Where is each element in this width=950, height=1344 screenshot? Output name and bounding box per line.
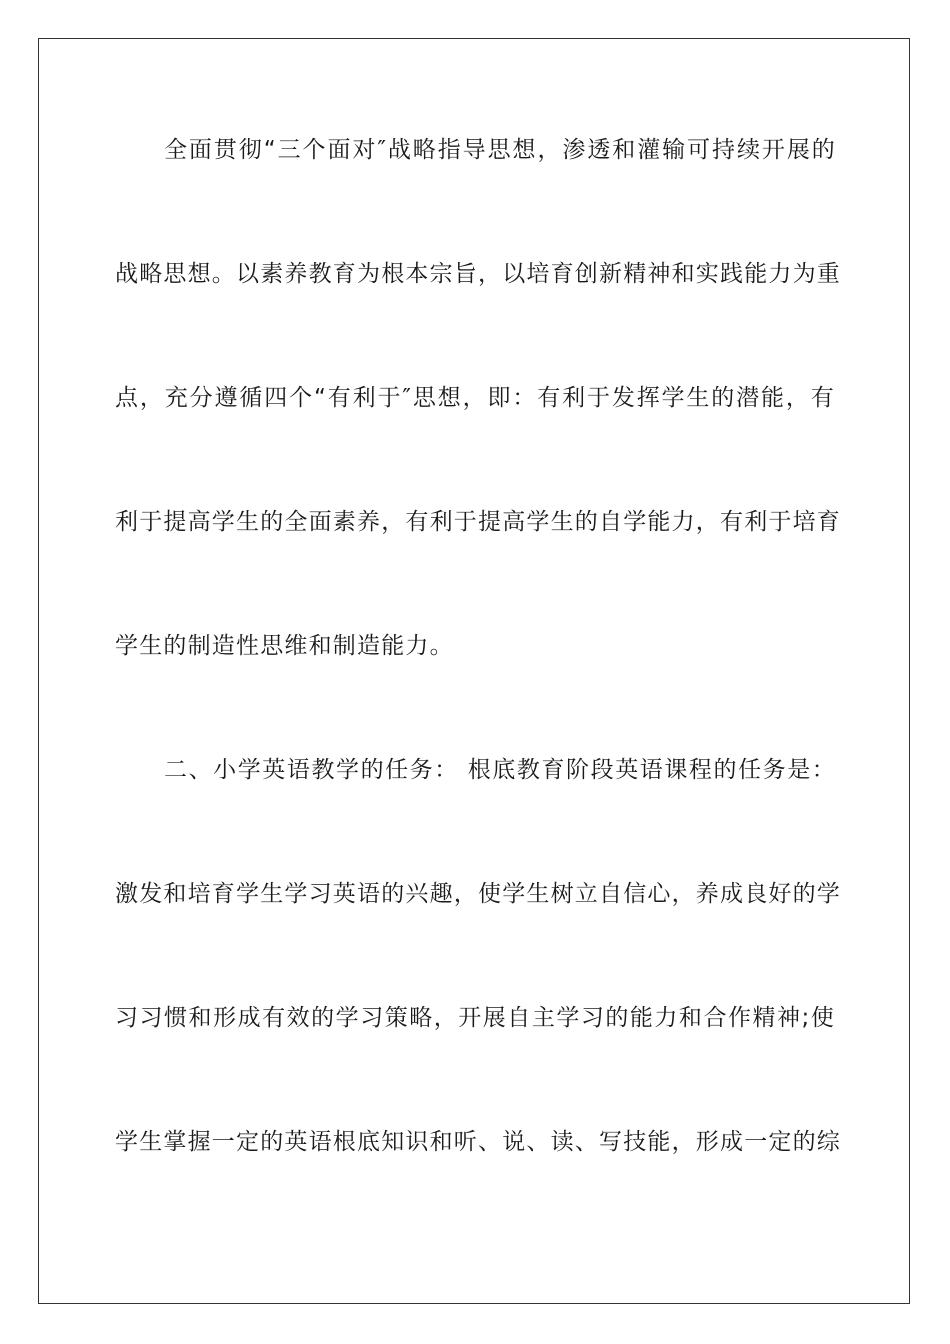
paragraph-line-9: 学生掌握一定的英语根底知识和听、说、读、写技能，形成一定的综 — [115, 1129, 841, 1155]
paragraph-line-4: 利于提高学生的全面素养，有利于提高学生的自学能力，有利于培育 — [115, 509, 841, 535]
paragraph-line-8: 习习惯和形成有效的学习策略，开展自主学习的能力和合作精神;使 — [115, 1005, 835, 1031]
paragraph-line-3: 点，充分遵循四个“有利于″思想，即：有利于发挥学生的潜能，有 — [115, 385, 835, 411]
paragraph-line-1: 全面贯彻“三个面对″战略指导思想，渗透和灌输可持续开展的 — [164, 137, 836, 163]
section-heading-line: 二、小学英语教学的任务： 根底教育阶段英语课程的任务是： — [164, 757, 836, 783]
page-border — [38, 38, 910, 1304]
paragraph-line-2: 战略思想。以素养教育为根本宗旨，以培育创新精神和实践能力为重 — [115, 261, 841, 287]
paragraph-line-5: 学生的制造性思维和制造能力。 — [115, 633, 454, 659]
paragraph-line-7: 激发和培育学生学习英语的兴趣，使学生树立自信心，养成良好的学 — [115, 881, 841, 907]
